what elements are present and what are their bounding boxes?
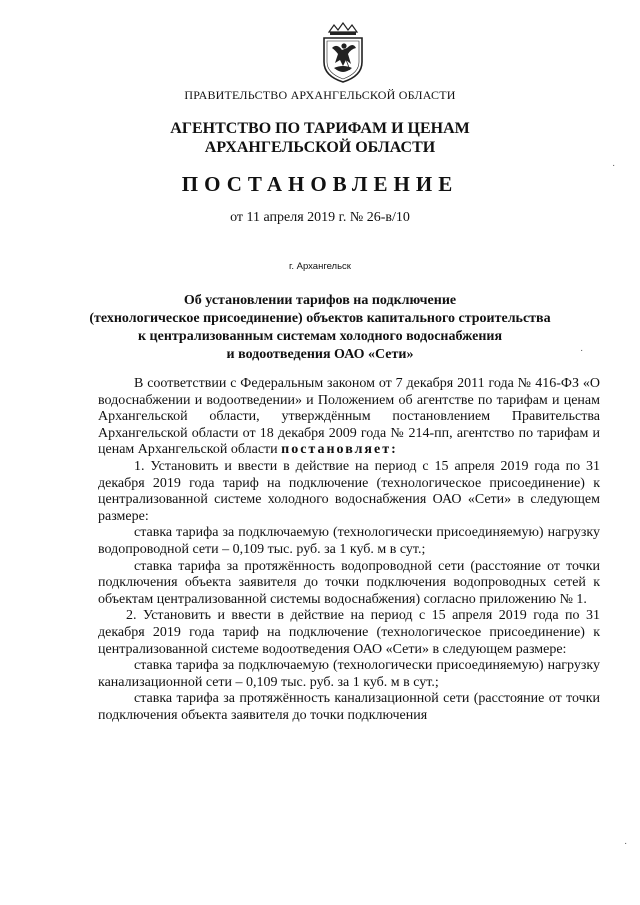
title-line: Об установлении тарифов на подключение (183, 293, 457, 308)
coat-of-arms-icon (320, 22, 366, 84)
title-line: и водоотведения ОАО «Сети» (226, 347, 414, 362)
government-name: ПРАВИТЕЛЬСТВО АРХАНГЕЛЬСКОЙ ОБЛАСТИ (184, 88, 456, 102)
item-1-rate-length: ставка тарифа за протяжённость водопроводной сети (расстояние от точки подключения объекта заявителя до точки подключения водопроводных сетей к объектам централизованной системы водоснабжения) согласно приложению № 1. (98, 558, 600, 607)
item-1-rate-load: ставка тарифа за подключаемую (технологически присоединяемую) нагрузку водопроводной сети – 0,109 тыс. руб. за 1 куб. м в сут.; (98, 525, 600, 557)
agency-name-line: АРХАНГЕЛЬСКОЙ ОБЛАСТИ (204, 139, 436, 156)
agency-name (0, 119, 640, 157)
scan-speck: · (580, 345, 584, 356)
document-title (0, 292, 640, 364)
document-type: ПОСТАНОВЛЕНИЕ (181, 172, 459, 196)
resolves-word: постановляет: (281, 442, 398, 458)
item-2-rate-load: ставка тарифа за подключаемую (технологически присоединяемую) нагрузку канализационной сети – 0,109 тыс. руб. за 1 куб. м в сут.; (98, 658, 600, 690)
agency-name-line: АГЕНТСТВО ПО ТАРИФАМ И ЦЕНАМ (170, 120, 470, 137)
preamble-paragraph (98, 376, 600, 459)
item-2-rate-length: ставка тарифа за протяжённость канализационной сети (расстояние от точки подключения объекта заявителя до точки подключения (98, 691, 600, 723)
item-1-paragraph: 1. Установить и ввести в действие на период с 15 апреля 2019 года по 31 декабря 2019 года тариф на подключение (технологическое присоединение) к централизованной системе холодного водоснабжения ОАО «Сети» в следующем размере: (98, 458, 600, 524)
scan-speck: · (624, 838, 628, 849)
scan-speck: · (612, 160, 616, 171)
document-date-number: от 11 апреля 2019 г. № 26-в/10 (230, 210, 410, 225)
document-city: г. Архангельск (289, 261, 351, 272)
title-line: (технологическое присоединение) объектов капитального строительства (89, 311, 551, 326)
preamble-text: В соответствии с Федеральным законом от 7 декабря 2011 года № 416-ФЗ «О водоснабжении и водоотведении» и Положением об агентстве по тарифам и ценам Архангельской области, утверждённым постановлением Правительства Архангельской области от 18 декабря 2009 года № 214-пп, агентство по тарифам и ценам Архангельской области (98, 376, 600, 458)
item-2-paragraph: 2. Установить и ввести в действие на период с 15 апреля 2019 года по 31 декабря 2019 года тариф на подключение (технологическое присоединение) к централизованной системе водоотведения ОАО «Сети» в следующем размере: (98, 608, 600, 657)
document-body (98, 376, 600, 724)
title-line: к централизованным системам холодного водоснабжения (137, 329, 503, 344)
